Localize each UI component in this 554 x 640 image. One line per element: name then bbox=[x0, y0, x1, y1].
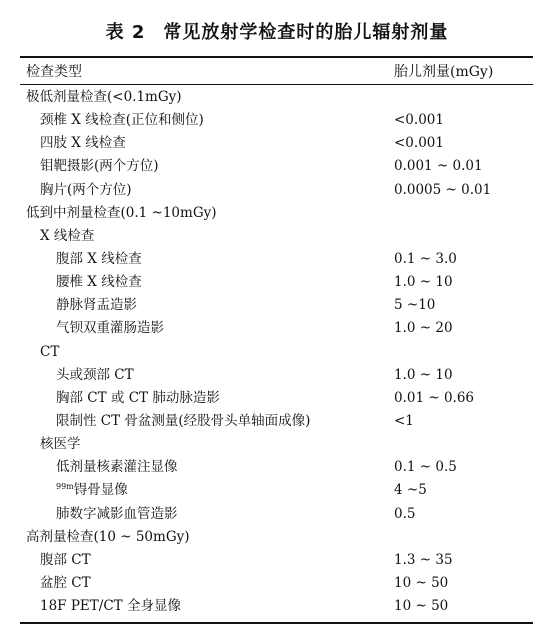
row-label-text: 颈椎 X 线检查(正位和侧位) bbox=[40, 112, 204, 129]
row-label bbox=[40, 179, 132, 202]
row-label-text: CT bbox=[40, 343, 60, 360]
table-row bbox=[0, 479, 554, 502]
row-label-text: 腰椎 X 线检查 bbox=[56, 274, 142, 291]
row-label-text: 锝骨显像 bbox=[73, 482, 128, 499]
row-dose-value: 10 ~ 50 bbox=[394, 574, 449, 591]
row-label-text: 钼靶摄影(两个方位) bbox=[40, 158, 159, 175]
row-dose-value: 0.1 ~ 3.0 bbox=[394, 250, 457, 267]
table-row bbox=[0, 572, 554, 595]
row-label-text: 肺数字减影血管造影 bbox=[56, 505, 178, 522]
row-label bbox=[26, 526, 190, 549]
row-label-text: 四肢 X 线检查 bbox=[40, 135, 126, 152]
row-label-text: 腹部 X 线检查 bbox=[56, 250, 142, 267]
table-row bbox=[0, 317, 554, 340]
row-label bbox=[56, 387, 220, 410]
row-label-text: 头或颈部 CT bbox=[56, 366, 134, 383]
row-label bbox=[56, 364, 134, 387]
row-label-text: 18F PET/CT 全身显像 bbox=[40, 598, 181, 615]
row-label bbox=[56, 410, 310, 433]
table-row bbox=[0, 410, 554, 433]
table-row bbox=[0, 549, 554, 572]
table-title bbox=[0, 18, 554, 44]
row-label bbox=[56, 317, 164, 340]
row-label-text: 低到中剂量检查(0.1 ~10mGy) bbox=[26, 204, 217, 221]
table-row bbox=[0, 248, 554, 271]
row-label bbox=[56, 294, 137, 317]
table-row bbox=[0, 225, 554, 248]
table-row bbox=[0, 387, 554, 410]
table-row bbox=[0, 433, 554, 456]
table-row bbox=[0, 155, 554, 178]
row-label-text: 静脉肾盂造影 bbox=[56, 297, 137, 314]
table-row bbox=[0, 526, 554, 549]
row-label bbox=[40, 132, 126, 155]
row-dose-value: <0.001 bbox=[394, 112, 444, 129]
row-label bbox=[40, 341, 59, 364]
table-caption: 常见放射学检查时的胎儿辐射剂量 bbox=[163, 22, 449, 43]
row-label bbox=[56, 503, 178, 526]
row-dose-value: 1.3 ~ 35 bbox=[394, 551, 453, 568]
row-dose-value: 1.0 ~ 10 bbox=[394, 366, 453, 383]
row-dose-value: 10 ~ 50 bbox=[394, 598, 449, 615]
row-label bbox=[26, 202, 217, 225]
row-label-text: 高剂量检查(10 ~ 50mGy) bbox=[26, 528, 190, 545]
row-dose-value: <1 bbox=[394, 412, 414, 429]
table-row bbox=[0, 86, 554, 109]
row-dose-value: <0.001 bbox=[394, 135, 444, 152]
table-row bbox=[0, 179, 554, 202]
row-dose-value: 5 ~10 bbox=[394, 297, 436, 314]
row-label-text: 核医学 bbox=[40, 436, 81, 453]
row-label bbox=[56, 248, 142, 271]
table-row bbox=[0, 595, 554, 618]
row-dose-value: 4 ~5 bbox=[394, 482, 427, 499]
row-label-text: 胸片(两个方位) bbox=[40, 181, 132, 198]
row-label bbox=[56, 479, 128, 502]
row-label bbox=[40, 595, 181, 618]
row-label-text: 腹部 CT bbox=[40, 551, 91, 568]
table-row bbox=[0, 202, 554, 225]
table-number: 表 2 bbox=[105, 22, 146, 43]
row-label-text: 胸部 CT 或 CT 肺动脉造影 bbox=[56, 389, 220, 406]
header-fetal-dose: 胎儿剂量(mGy) bbox=[394, 64, 494, 80]
top-rule bbox=[20, 56, 533, 58]
row-dose-value: 0.0005 ~ 0.01 bbox=[394, 181, 492, 198]
table-row bbox=[0, 364, 554, 387]
table-row bbox=[0, 341, 554, 364]
row-label bbox=[40, 572, 91, 595]
row-label bbox=[56, 271, 142, 294]
row-label bbox=[40, 109, 204, 132]
row-label-text: 盆腔 CT bbox=[40, 574, 91, 591]
table-row bbox=[0, 294, 554, 317]
row-label-text: 极低剂量检查(<0.1mGy) bbox=[26, 89, 182, 105]
header-rule bbox=[20, 84, 533, 85]
row-dose-value: 0.01 ~ 0.66 bbox=[394, 389, 475, 406]
table-row bbox=[0, 132, 554, 155]
row-label bbox=[26, 86, 182, 109]
row-label bbox=[40, 225, 94, 248]
table-body bbox=[0, 86, 554, 618]
table-row bbox=[0, 456, 554, 479]
table-row bbox=[0, 109, 554, 132]
table-row bbox=[0, 503, 554, 526]
row-label bbox=[40, 433, 81, 456]
row-label bbox=[40, 549, 91, 572]
row-dose-value: 0.001 ~ 0.01 bbox=[394, 158, 483, 175]
row-label-text: 气钡双重灌肠造影 bbox=[56, 320, 164, 337]
table-row bbox=[0, 271, 554, 294]
row-label bbox=[56, 456, 178, 479]
isotope-superscript: 99m bbox=[56, 482, 74, 492]
row-label-text: 限制性 CT 骨盆测量(经股骨头单轴面成像) bbox=[56, 412, 311, 429]
row-label bbox=[40, 155, 159, 178]
row-dose-value: 1.0 ~ 10 bbox=[394, 274, 453, 291]
row-label-text: X 线检查 bbox=[40, 227, 95, 244]
bottom-rule bbox=[20, 622, 533, 624]
row-label-text: 低剂量核素灌注显像 bbox=[56, 459, 178, 476]
row-dose-value: 1.0 ~ 20 bbox=[394, 320, 453, 337]
row-dose-value: 0.1 ~ 0.5 bbox=[394, 459, 457, 476]
row-dose-value: 0.5 bbox=[394, 505, 416, 522]
header-exam-type: 检查类型 bbox=[26, 64, 82, 80]
